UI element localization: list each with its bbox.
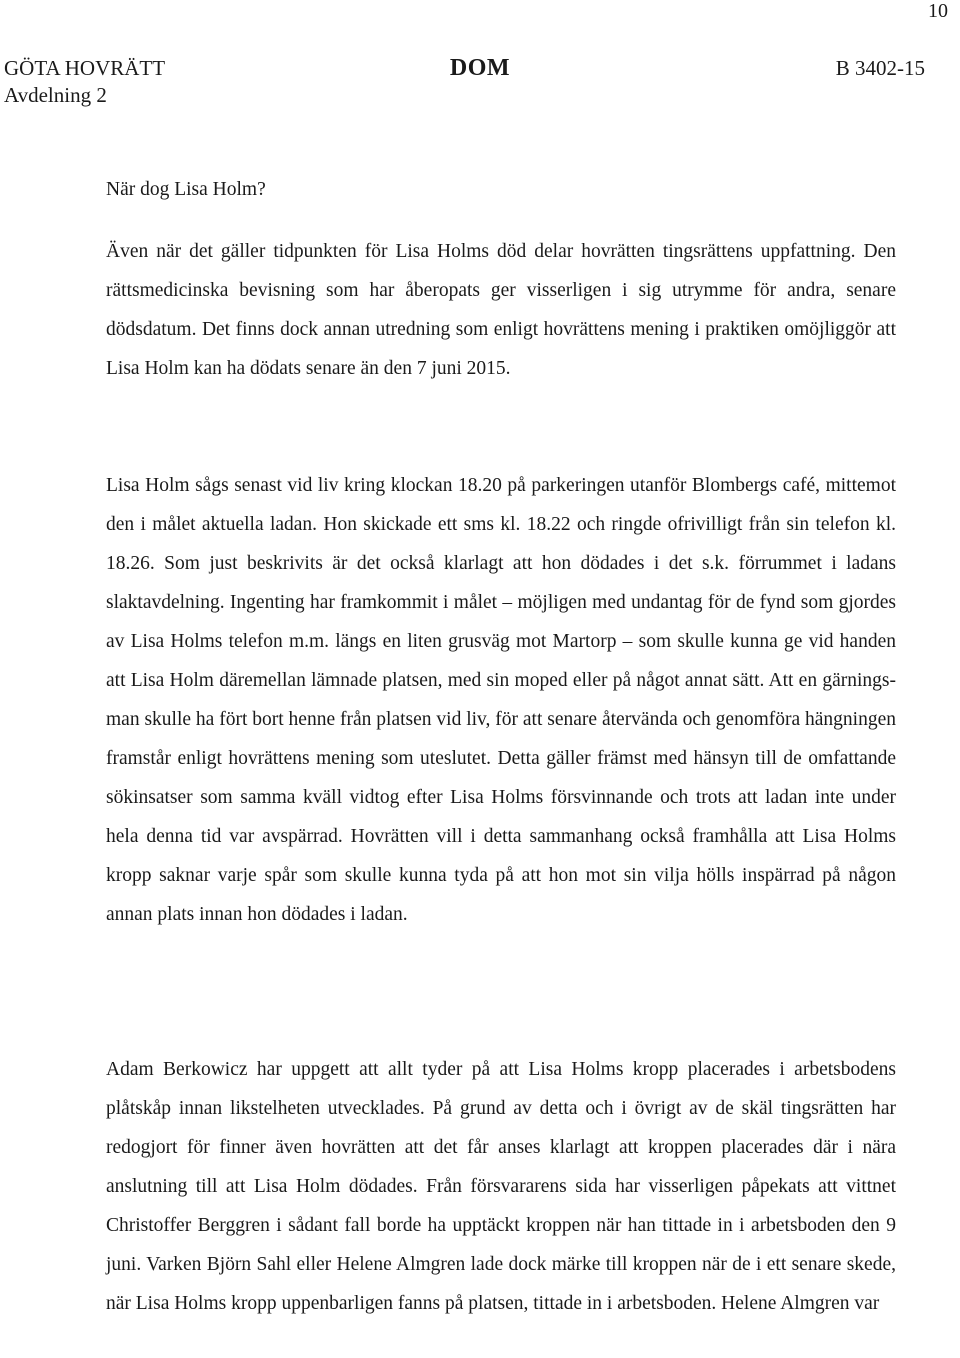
case-number: B 3402-15	[835, 56, 925, 80]
page-number: 10	[928, 0, 948, 22]
court-name: GÖTA HOVRÄTT	[4, 56, 166, 80]
paragraph-2: Lisa Holm sågs senast vid liv kring klockan 18.20 på parkeringen utanför Blombergs café, mittemot den i målet aktuella ladan. Hon skickade ett sms kl. 18.22 och ringde ofrivilligt från sin telefon kl. 18.26. Som just beskrivits är det också klarlagt att hon dödades i det s.k. förrummet i ladans slaktavdelning. Ingenting har framkommit i målet – möjligen med undantag för de fynd som gjordes av Lisa Holms telefon m.m. längs en liten grusväg mot Martorp – som skulle kunna ge vid handen att Lisa Holm däremellan lämnade platsen, med sin moped eller på något annat sätt. Att en gärningsman skulle ha fört bort henne från platsen vid liv, för att senare återvända och genomföra hängningen framstår enligt hovrättens mening som uteslutet. Detta gäller främst med hänsyn till de omfattande sökinsatser som samma kväll vidtog efter Lisa Holms försvinnande och trots att ladan inte under hela denna tid var avspärrad. Hovrätten vill i detta sammanhang också framhålla att Lisa Holms kropp saknar varje spår som skulle kunna tyda på att hon mot sin vilja hölls inspärrad på någon annan plats innan hon dödades i ladan.	[106, 475, 896, 925]
section-heading: När dog Lisa Holm?	[106, 179, 266, 200]
paragraph-3: Adam Berkowicz har uppgett att allt tyder på att Lisa Holms kropp placerades i arbetsbodens plåtskåp innan likstelheten utvecklades. På grund av detta och i övrigt av de skäl tingsrätten har redogjort för finner även hovrätten att det får anses klarlagt att kroppen placerades där i nära anslutning till att Lisa Holm dödades. Från försvararens sida har visserligen påpekats att vittnet Christoffer Berggren i sådant fall borde ha upptäckt kroppen när han tittade in i arbetsboden den 9 juni. Varken Björn Sahl eller Helene Almgren lade dock märke till kroppen när de i ett senare skede, när Lisa Holms kropp uppenbarligen fanns på platsen, tittade in i arbetsboden. Helene Almgren var	[106, 1059, 896, 1314]
court-division: Avdelning 2	[4, 83, 107, 107]
document-type: DOM	[449, 55, 511, 81]
paragraph-1: Även när det gäller tidpunkten för Lisa Holms död delar hovrätten tingsrättens uppfattning. Den rättsmedicinska bevisning som har åberopats ger visserligen i sig utrymme för andra, senare dödsdatum. Det finns dock annan utredning som enligt hovrättens mening i praktiken omöjliggör att Lisa Holm kan ha dödats senare än den 7 juni 2015.	[106, 241, 896, 379]
